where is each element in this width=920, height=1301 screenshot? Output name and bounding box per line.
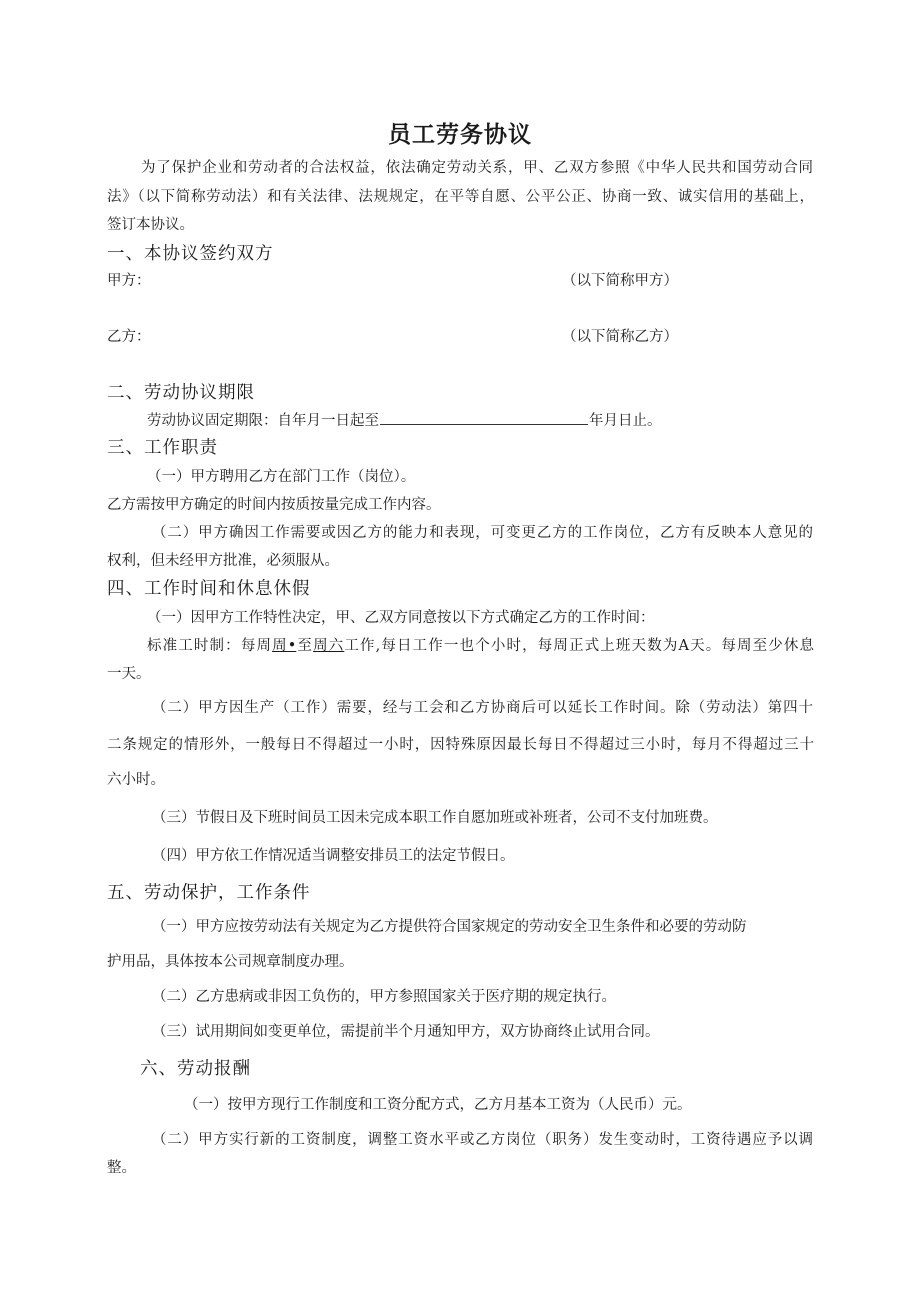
work-day-to: 周六: [313, 638, 345, 654]
section-5-p2: （二）乙方患病或非因工负伤的，甲方参照国家关于医疗期的规定执行。: [152, 989, 616, 1005]
party-b-note: （以下简称乙方）: [562, 329, 678, 345]
section-4-p2-line-1: （二）甲方因生产（工作）需要，经与工会和乙方协商后可以延长工作时间。除（劳动法）第四十: [152, 700, 813, 716]
party-b-label: 乙方：: [107, 329, 151, 345]
document-title: 员工劳务协议: [388, 121, 532, 148]
preamble-line-2: 法》（以下简称劳动法）和有关法律、法规规定，在平等自愿、公平公正、协商一致、诚实信用的基础上，: [107, 189, 814, 205]
preamble-line-3: 签订本协议。: [107, 217, 194, 233]
section-6-p1: （一）按甲方现行工作制度和工资分配方式，乙方月基本工资为（人民币）元。: [184, 1097, 692, 1113]
work-day-to-word: 至: [296, 638, 314, 654]
section-3-heading: 三、工作职责: [107, 438, 218, 458]
section-3-p2: 乙方需按甲方确定的时间内按质按量完成工作内容。: [107, 497, 441, 513]
section-5-p3: （三）试用期间如变更单位，需提前半个月通知甲方，双方协商终止试用合同。: [152, 1024, 660, 1040]
party-a-note: （以下简称甲方）: [562, 273, 678, 289]
term-suffix: 年月日止。: [589, 413, 662, 429]
section-4-p2-line-2: 二条规定的情形外，一般每日不得超过一小时，因特殊原因最长每日不得超过三小时，每月不得超过三十: [107, 737, 814, 753]
section-3-p1: （一）甲方聘用乙方在部门工作（岗位）。: [147, 469, 416, 485]
section-6-p2-line-1: （二）甲方实行新的工资制度，调整工资水平或乙方岗位（职务）发生变动时，工资待遇应予以调: [152, 1132, 813, 1148]
standard-hours-prefix: 标准工时制：每周: [147, 638, 273, 654]
section-3-p3-line-2: 权利，但未经甲方批准，必须服从。: [107, 553, 339, 569]
standard-hours-line: [147, 634, 814, 655]
preamble-line-1: 为了保护企业和劳动者的合法权益，依法确定劳动关系，甲、乙双方参照《中华人民共和国劳动合同: [141, 160, 813, 176]
section-4-p1: （一）因甲方工作特性决定，甲、乙双方同意按以下方式确定乙方的工作时间：: [147, 610, 655, 626]
section-6-heading: 六、劳动报酬: [140, 1059, 251, 1079]
section-1-heading: 一、本协议签约双方: [107, 244, 274, 264]
section-4-p3: （三）节假日及下班时间员工因未完成本职工作自愿加班或补班者，公司不支付加班费。: [152, 810, 718, 826]
section-3-p3-line-1: （二）甲方确因工作需要或因乙方的能力和表现，可变更乙方的工作岗位，乙方有反映本人意见的: [152, 525, 813, 541]
term-line: [147, 409, 662, 430]
standard-hours-line-2: 一天。: [107, 666, 151, 682]
section-5-p1-line-1: （一）甲方应按劳动法有关规定为乙方提供符合国家规定的劳动安全卫生条件和必要的劳动防: [152, 919, 747, 935]
section-5-heading: 五、劳动保护，工作条件: [107, 883, 311, 903]
party-a-label: 甲方：: [107, 273, 151, 289]
standard-hours-suffix: 工作,每日工作一也个小时，每周正式上班天数为A天。每周至少休息: [344, 638, 815, 654]
section-6-p2-line-2: 整。: [107, 1160, 136, 1176]
section-4-p4: （四）甲方依工作情况适当调整安排员工的法定节假日。: [152, 848, 515, 864]
section-4-heading: 四、工作时间和休息休假: [107, 579, 311, 599]
work-day-from: 周•: [272, 638, 297, 654]
section-4-p2-line-3: 六小时。: [107, 772, 165, 788]
term-end-blank: [380, 423, 588, 425]
section-5-p1-line-2: 护用品，具体按本公司规章制度办理。: [107, 954, 354, 970]
term-prefix: 劳动协议固定期限：自年月一日起至: [147, 413, 379, 429]
section-2-heading: 二、劳动协议期限: [107, 383, 255, 403]
